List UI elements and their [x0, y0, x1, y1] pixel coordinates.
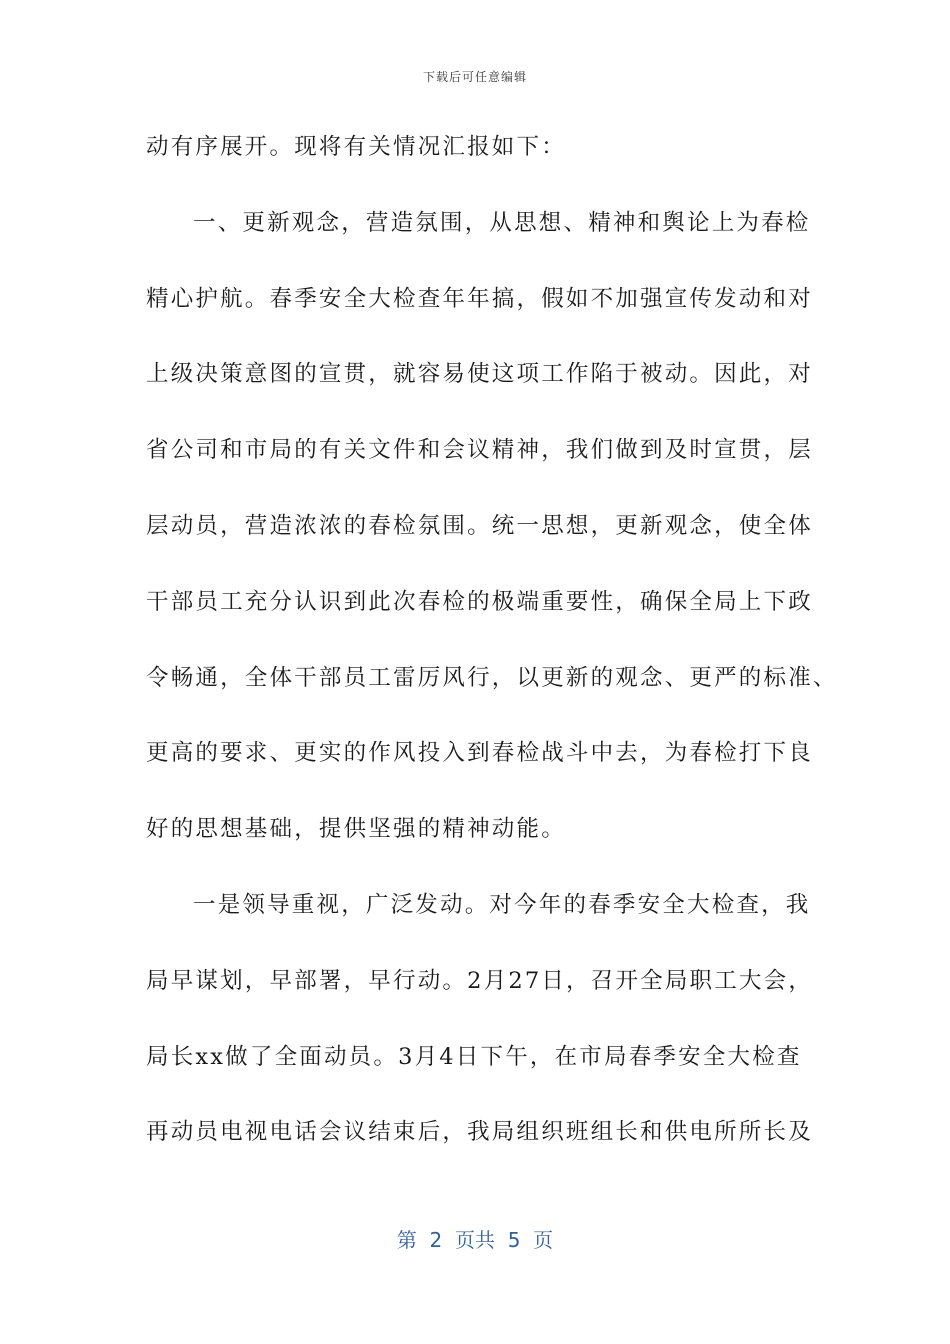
text-line: 干部员工充分认识到此次春检的极端重要性，确保全局上下政	[146, 588, 813, 615]
text-line: 一是领导重视，广泛发动。对今年的春季安全大检查，我	[193, 891, 811, 918]
text-line: 令畅通，全体干部员工雷厉风行，以更新的观念、更严的标准、	[146, 664, 838, 691]
text-line: 层动员，营造浓浓的春检氛围。统一思想，更新观念，使全体	[146, 512, 813, 539]
text-line: 更高的要求、更实的作风投入到春检战斗中去，为春检打下良	[146, 740, 813, 767]
text-line: 局早谋划，早部署，早行动。2月27日，召开全局职工大会，	[146, 967, 814, 994]
text-line: 一、更新观念，营造氛围，从思想、精神和舆论上为春检	[193, 209, 811, 236]
text-line: 上级决策意图的宣贯，就容易使这项工作陷于被动。因此，对	[146, 361, 813, 388]
text-line: 动有序展开。现将有关情况汇报如下：	[146, 134, 566, 160]
document-body	[146, 127, 838, 1188]
text-line: 好的思想基础，提供坚强的精神动能。	[146, 816, 566, 843]
text-line: 局长xx做了全面动员。3月4日下午，在市局春季安全大检查	[146, 1043, 802, 1070]
text-line: 再动员电视电话会议结束后，我局组织班组长和供电所所长及	[146, 1119, 813, 1146]
page-number: 第 2 页共 5 页	[396, 1228, 554, 1252]
text-line: 精心护航。春季安全大检查年年搞，假如不加强宣传发动和对	[146, 285, 813, 312]
text-line: 省公司和市局的有关文件和会议精神，我们做到及时宣贯，层	[146, 437, 813, 464]
page-header-note: 下载后可任意编辑	[422, 70, 527, 84]
